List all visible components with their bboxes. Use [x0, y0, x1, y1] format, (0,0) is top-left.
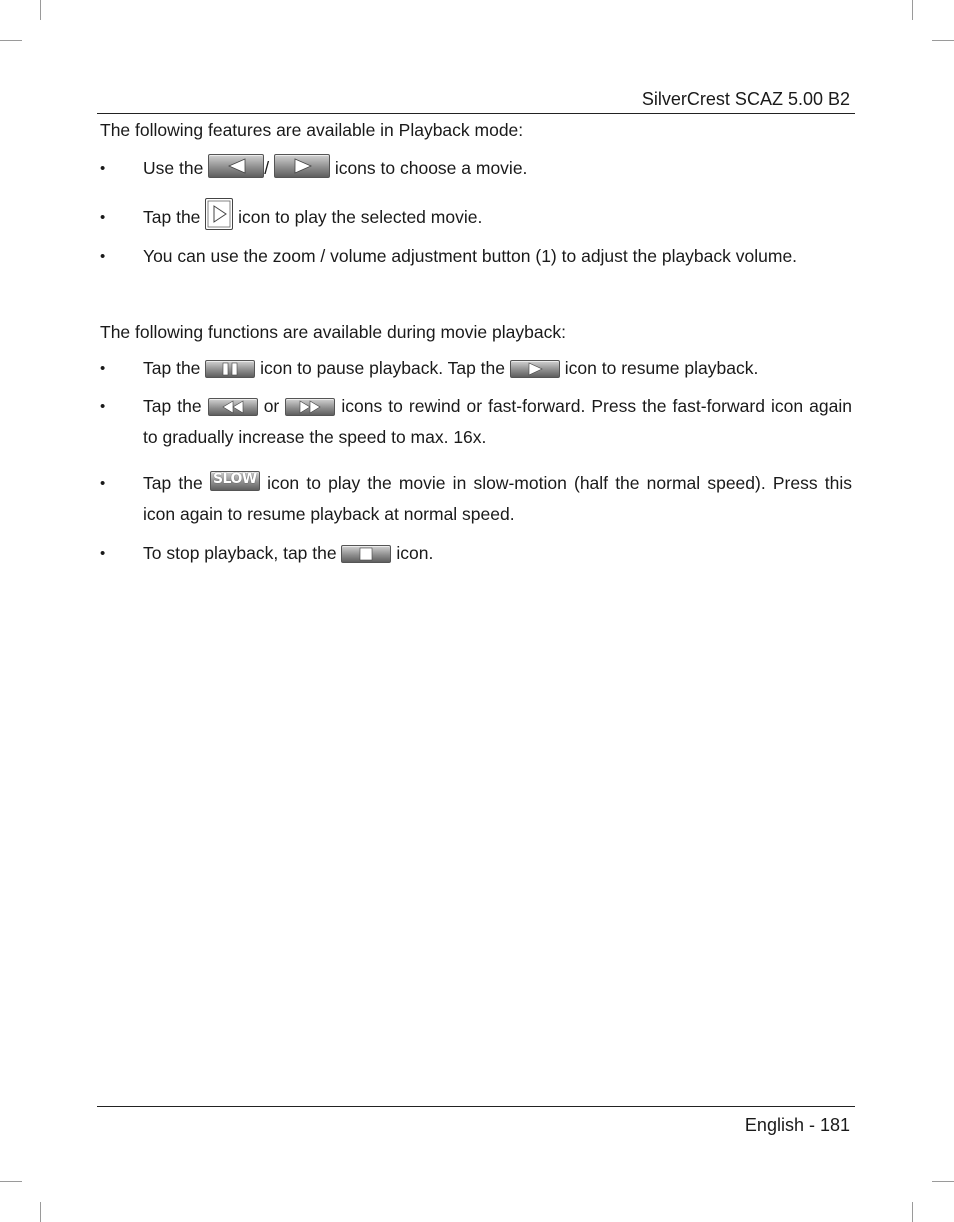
list-item: [100, 391, 852, 453]
item-text: /: [264, 158, 270, 178]
list-item: [100, 468, 852, 530]
rewind-icon: [208, 398, 258, 416]
item-text: Tap the: [143, 358, 201, 378]
bullet: •: [100, 475, 106, 492]
item-text: icon.: [396, 543, 434, 563]
previous-icon: [208, 154, 264, 178]
item-text: icon to pause playback. Tap the: [260, 358, 506, 378]
next-icon: [274, 154, 330, 178]
crop-mark: [912, 0, 913, 20]
item-text: or: [263, 396, 280, 416]
item-text: icons to choose a movie.: [334, 158, 528, 178]
item-text: Tap the: [143, 473, 203, 493]
item-text: You can use the zoom / volume adjustment button (1) to adjust the playback volume.: [143, 246, 798, 266]
list-item: [100, 241, 852, 272]
item-text: icon to resume playback.: [564, 358, 759, 378]
list-item: [100, 353, 852, 384]
section-intro: The following functions are available during movie playback:: [100, 322, 566, 342]
bullet: •: [100, 209, 106, 226]
item-text: icon to play the selected movie.: [238, 207, 483, 227]
crop-mark: [932, 1181, 954, 1182]
page-number: English - 181: [744, 1115, 850, 1135]
stop-icon: [341, 545, 391, 563]
play-icon: [205, 198, 233, 230]
item-text: Use the: [143, 158, 204, 178]
crop-mark: [0, 40, 22, 41]
crop-mark: [40, 0, 41, 20]
page-content: [100, 118, 852, 569]
bullet: •: [100, 545, 106, 562]
crop-mark: [40, 1202, 41, 1222]
crop-mark: [912, 1202, 913, 1222]
slow-icon-label: SLOW: [212, 471, 257, 488]
footer-rule: [97, 1106, 855, 1107]
section-intro: The following features are available in Playback mode:: [100, 120, 524, 140]
item-text: icon to play the movie in slow-motion (half the normal speed). Press this icon again to resume playback at normal speed.: [143, 473, 852, 524]
header-rule: [97, 113, 855, 114]
crop-mark: [932, 40, 954, 41]
crop-mark: [0, 1181, 22, 1182]
fast-forward-icon: [285, 398, 335, 416]
slow-motion-icon: [210, 471, 260, 491]
bullet: •: [100, 398, 106, 415]
item-text: To stop playback, tap the: [143, 543, 337, 563]
playback-mode-list: [100, 153, 852, 272]
pause-icon: [205, 360, 255, 378]
item-text: Tap the: [143, 207, 201, 227]
bullet: •: [100, 248, 106, 265]
item-text: icons to rewind or fast-forward. Press the fast-forward icon again to gradually increase the speed to max. 16x.: [143, 396, 852, 447]
resume-play-icon: [510, 360, 560, 378]
bullet: •: [100, 160, 106, 177]
movie-playback-list: [100, 353, 852, 569]
page-header: SilverCrest SCAZ 5.00 B2: [641, 89, 850, 109]
item-text: Tap the: [143, 396, 202, 416]
list-item: [100, 153, 852, 184]
list-item: [100, 538, 852, 569]
list-item: [100, 202, 852, 233]
bullet: •: [100, 360, 106, 377]
